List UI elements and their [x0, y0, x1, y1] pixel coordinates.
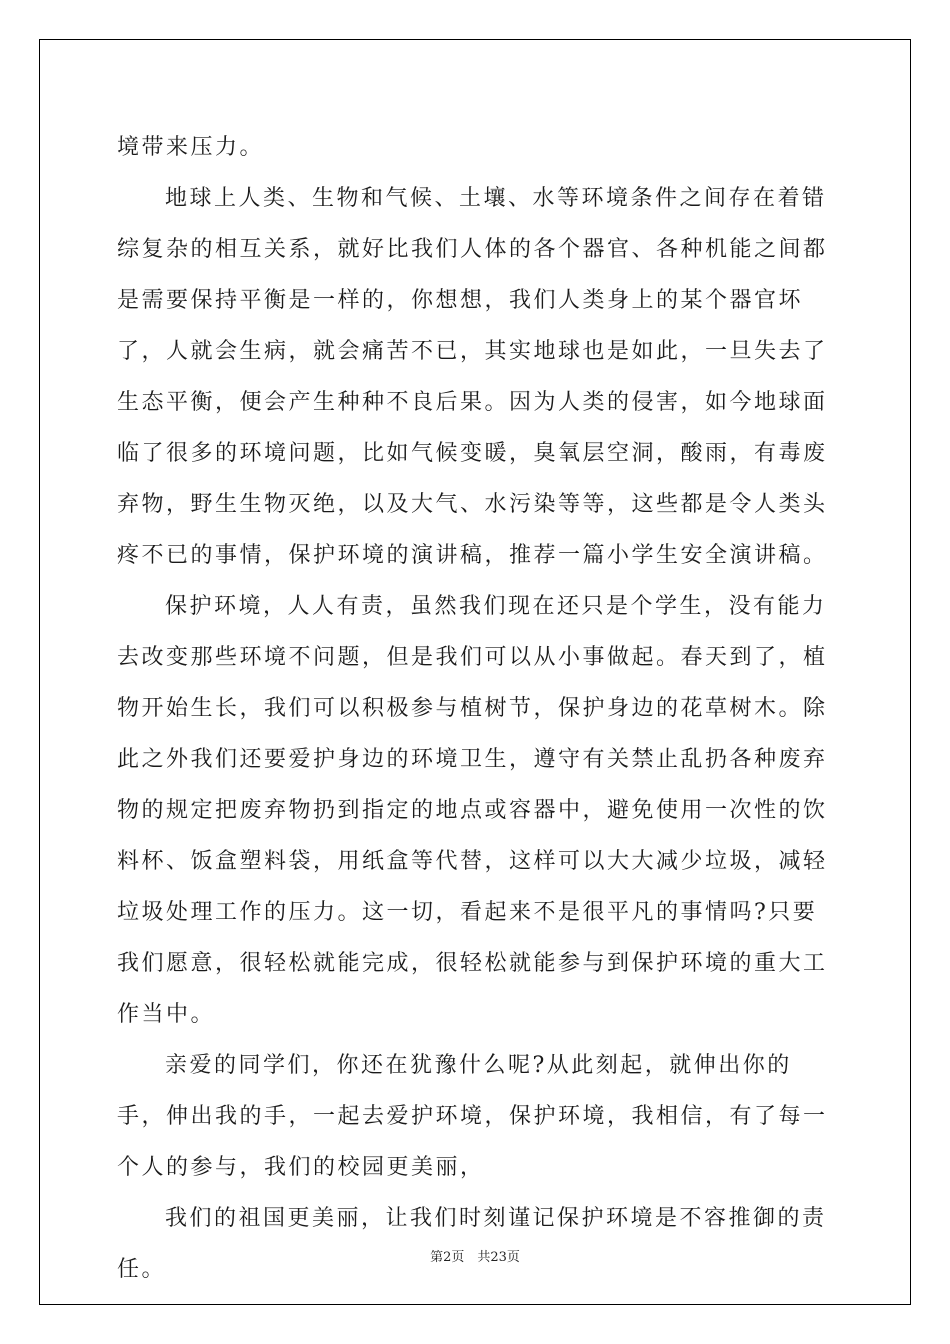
- paragraph-closing: 我们的祖国更美丽，让我们时刻谨记保护环境是不容推御的责任。: [117, 1206, 827, 1282]
- page-number-footer: 第2页 共23页: [430, 1250, 520, 1265]
- paragraph-continuation: 境带来压力。: [117, 135, 265, 160]
- document-body: [117, 122, 837, 1295]
- paragraph-call-to-action: 亲爱的同学们，你还在犹豫什么呢?从此刻起，就伸出你的手，伸出我的手，一起去爱护环境，保护环境，我相信，有了每一个人的参与，我们的校园更美丽，: [117, 1053, 828, 1180]
- paragraph-earth-balance: 地球上人类、生物和气候、土壤、水等环境条件之间存在着错综复杂的相互关系，就好比我们人体的各个器官、各种机能之间都是需要保持平衡是一样的，你想想，我们人类身上的某个器官坏了，人就会生病，就会痛苦不已，其实地球也是如此，一旦失去了生态平衡，便会产生种种不良后果。因为人类的侵害，如今地球面临了很多的环境问题，比如气候变暖，臭氧层空洞，酸雨，有毒废弃物，野生生物灭绝，以及大气、水污染等等，这些都是令人类头疼不已的事情，保护环境的演讲稿，推荐一篇小学生安全演讲稿。: [117, 186, 828, 568]
- paragraph-protect-environment: 保护环境，人人有责，虽然我们现在还只是个学生，没有能力去改变那些环境不问题，但是我们可以从小事做起。春天到了，植物开始生长，我们可以积极参与植树节，保护身边的花草树木。除此之外我们还要爱护身边的环境卫生，遵守有关禁止乱扔各种废弃物的规定把废弃物扔到指定的地点或容器中，避免使用一次性的饮料杯、饭盒塑料袋，用纸盒等代替，这样可以大大减少垃圾，减轻垃圾处理工作的压力。这一切，看起来不是很平凡的事情吗?只要我们愿意，很轻松就能完成，很轻松就能参与到保护环境的重大工作当中。: [117, 594, 828, 1027]
